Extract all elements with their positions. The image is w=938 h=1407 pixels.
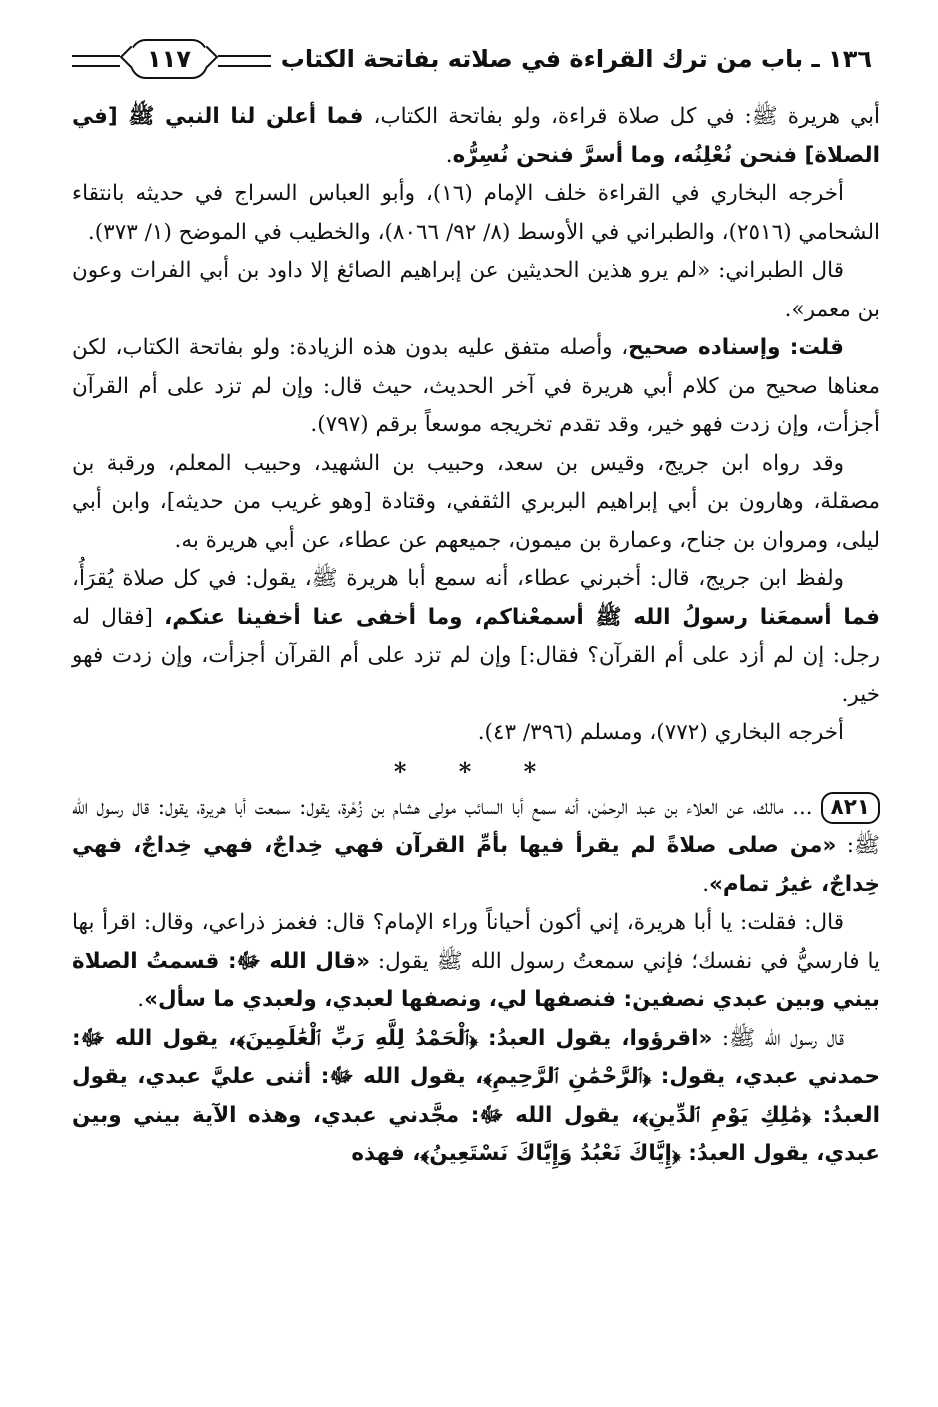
header-rule xyxy=(218,55,271,67)
bold-run: فما أسمعَنا رسولُ الله ﷺ أسمعْناكم، وما أخفى عنا أخفينا عنكم، xyxy=(164,604,880,630)
text-run: [فقال له رجل: إن لم أزد على أم القرآن؟ فقال:] وإن لم تزد على أم القرآن أجزأت، وإن زدت فهو خير. xyxy=(72,604,880,707)
text-run: . xyxy=(445,142,453,168)
paragraph xyxy=(72,98,880,175)
bold-run: «قال الله ﷻ: قسمتُ الصلاة بيني وبين عبدي نصفين: فنصفها لي، ونصفها لعبدي، ولعبدي ما سأل» xyxy=(72,948,880,1012)
bold-run: فما أعلن لنا النبي ﷺ [في الصلاة] فنحن نُعْلِنُه، وما أسرَّ فنحن نُسِرُّه xyxy=(72,104,880,168)
paragraph xyxy=(72,714,880,753)
paragraph xyxy=(72,329,880,445)
text-run: ولفظ ابن جريج، قال: أخبرني عطاء، أنه سمع أبا هريرة ﷺ، يقول: في كل صلاة يُقرَأُ، xyxy=(72,566,844,591)
paragraph xyxy=(72,560,880,714)
section-separator: * * * xyxy=(393,756,559,786)
bold-run: «اقرؤوا، يقول العبدُ: ﴿ٱلْحَمْدُ لِلَّهِ رَبِّ ٱلْعَٰلَمِينَ﴾، يقول الله ﷻ: حمدني عبدي، يقول: ﴿ٱلرَّحْمَٰنِ ٱلرَّحِيمِ﴾، يقول الله ﷻ: أثنى عليَّ عبدي، يقول العبدُ: ﴿مَٰلِكِ يَوْمِ ٱلدِّينِ﴾، يقول الله ﷻ: مجَّدني عبدي، وهذه الآية بيني وبين عبدي، يقول العبدُ: ﴿إِيَّاكَ نَعْبُدُ وَإِيَّاكَ نَسْتَعِينُ﴾، فهذه xyxy=(72,1025,880,1166)
page-header xyxy=(72,28,880,90)
text-run: أخرجه البخاري في القراءة خلف الإمام (١٦)، وأبو العباس السراج في حديثه بانتقاء الشحامي (٢٥١٦)، والطبراني في الأوسط (٨/ ٩٢/ ٨٠٦٦)، والخطيب في الموضح (١/ ٣٧٣). xyxy=(72,181,880,245)
bold-run: قلت: وإسناده صحيح xyxy=(628,335,845,360)
text-run: ... مالك، عن العلاء بن عبد الرحمٰن، أنه سمع أبا السائب مولى هشام بن زُهْرة، يقول: سمعت أبا هريرة، يقول: قال رسول الله ﷺ: xyxy=(72,794,880,858)
paragraph xyxy=(72,904,880,1020)
text-run: أخرجه البخاري (٧٧٢)، ومسلم (٣٩٦/ ٤٣). xyxy=(477,720,844,745)
hadith-number-badge: ٨٢١ xyxy=(821,792,880,824)
text-run: أبي هريرة ﷺ: في كل صلاة قراءة، ولو بفاتحة الكتاب، xyxy=(363,104,881,129)
page-body xyxy=(72,98,880,1174)
header-rule-end xyxy=(72,55,120,67)
text-run: . xyxy=(137,987,145,1012)
paragraph xyxy=(72,1020,880,1174)
text-run: وقد رواه ابن جريج، وقيس بن سعد، وحبيب بن الشهيد، وحبيب المعلم، ورقبة بن مصقلة، وهارون بن أبي إبراهيم البربري الثقفي، وقتادة [وهو غريب من حديثه]، وابن أبي ليلى، ومروان بن جناح، وعمارة بن ميمون، جميعهم عن عطاء، عن أبي هريرة به. xyxy=(72,450,880,553)
text-run: قال الطبراني: «لم يرو هذين الحديثين عن إبراهيم الصائغ إلا داود بن أبي الفرات وعون بن معمر». xyxy=(72,258,880,322)
hadith-text xyxy=(72,795,880,897)
running-title: ١٣٦ ـ باب من ترك القراءة في صلاته بفاتحة الكتاب xyxy=(280,45,872,73)
paragraph xyxy=(72,445,880,561)
paragraph xyxy=(72,175,880,252)
bold-run: «من صلى صلاةً لم يقرأ فيها بأمِّ القرآن فهي خِداجٌ، فهي خِداجٌ، فهي خِداجٌ، غيرُ تمام» xyxy=(72,833,880,897)
text-run: قال رسول الله ﷺ: xyxy=(712,1025,845,1051)
text-run: ، وأصله متفق عليه بدون هذه الزيادة: ولو بفاتحة الكتاب، لكن معناها صحيح من كلام أبي هريرة في آخر الحديث، حيث قال: وإن لم تزد على أم القرآن أجزأت، وإن زدت فهو خير، وقد تقدم تخريجه موسعاً برقم (٧٩٧). xyxy=(72,335,880,437)
hadith-paragraph xyxy=(72,789,880,905)
page-number-badge: ١١٧ xyxy=(130,39,208,79)
text-run: قال: فقلت: يا أبا هريرة، إني أكون أحياناً وراء الإمام؟ قال: فغمز ذراعي، وقال: اقرأ بها يا فارسيُّ في نفسك؛ فإني سمعتُ رسول الله ﷺ يقول: xyxy=(72,910,880,974)
paragraph xyxy=(72,252,880,329)
text-run: . xyxy=(702,871,710,897)
